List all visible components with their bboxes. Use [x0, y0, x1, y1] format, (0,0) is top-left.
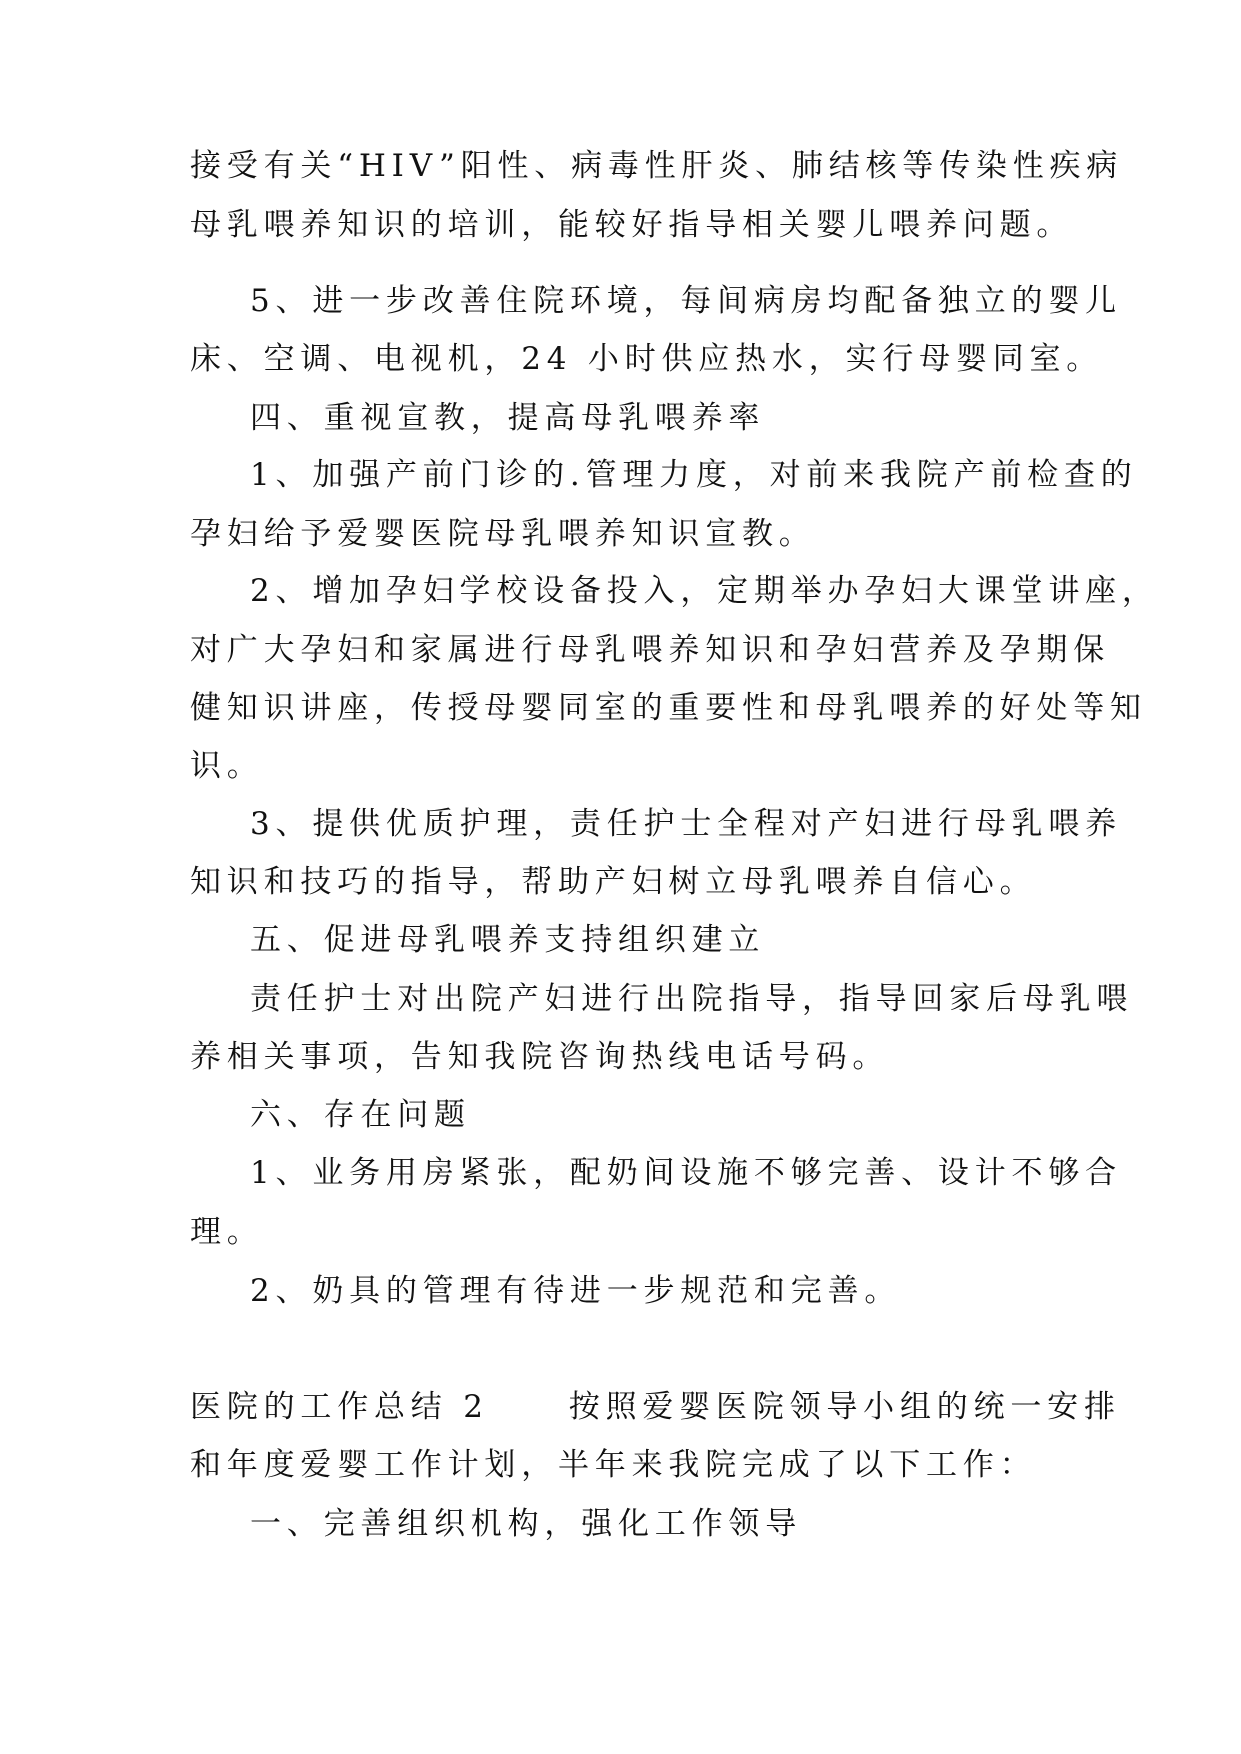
- text-line: 接受有关“HIV”阳性、病毒性肝炎、肺结核等传染性疾病: [190, 148, 1124, 184]
- section-heading: 五、促进母乳喂养支持组织建立: [250, 922, 766, 958]
- section-heading: 六、存在问题: [250, 1097, 471, 1133]
- text-line: 1、加强产前门诊的.管理力度，对前来我院产前检查的: [250, 457, 1138, 493]
- text-line: 5、进一步改善住院环境，每间病房均配备独立的婴儿: [250, 283, 1122, 319]
- text-line: 知识和技巧的指导，帮助产妇树立母乳喂养自信心。: [190, 864, 1037, 900]
- text-line: 对广大孕妇和家属进行母乳喂养知识和孕妇营养及孕期保: [190, 632, 1110, 668]
- text-line: 理。: [190, 1214, 264, 1250]
- text-line: 1、业务用房紧张，配奶间设施不够完善、设计不够合: [250, 1155, 1122, 1191]
- text-line: 养相关事项，告知我院咨询热线电话号码。: [190, 1039, 890, 1075]
- document-heading: 医院的工作总结 2: [190, 1389, 489, 1425]
- document-heading-line: [190, 1387, 1121, 1427]
- section-heading: 四、重视宣教，提高母乳喂养率: [250, 400, 766, 436]
- text-line: 健知识讲座，传授母婴同室的重要性和母乳喂养的好处等知: [190, 690, 1147, 726]
- text-line: 母乳喂养知识的培训，能较好指导相关婴儿喂养问题。: [190, 207, 1074, 243]
- text-line: 3、提供优质护理，责任护士全程对产妇进行母乳喂养: [250, 806, 1122, 842]
- text-line: 2、奶具的管理有待进一步规范和完善。: [250, 1273, 902, 1309]
- section-heading: 一、完善组织机构，强化工作领导: [250, 1506, 802, 1542]
- text-line: 床、空调、电视机，24 小时供应热水，实行母婴同室。: [190, 341, 1104, 377]
- text-line: 识。: [190, 748, 264, 784]
- heading-continuation: 按照爱婴医院领导小组的统一安排: [568, 1389, 1121, 1425]
- text-line: 责任护士对出院产妇进行出院指导，指导回家后母乳喂: [250, 981, 1134, 1017]
- text-line: 2、增加孕妇学校设备投入，定期举办孕妇大课堂讲座，: [250, 573, 1159, 609]
- text-line: 和年度爱婴工作计划，半年来我院完成了以下工作：: [190, 1447, 1037, 1483]
- text-line: 孕妇给予爱婴医院母乳喂养知识宣教。: [190, 516, 816, 552]
